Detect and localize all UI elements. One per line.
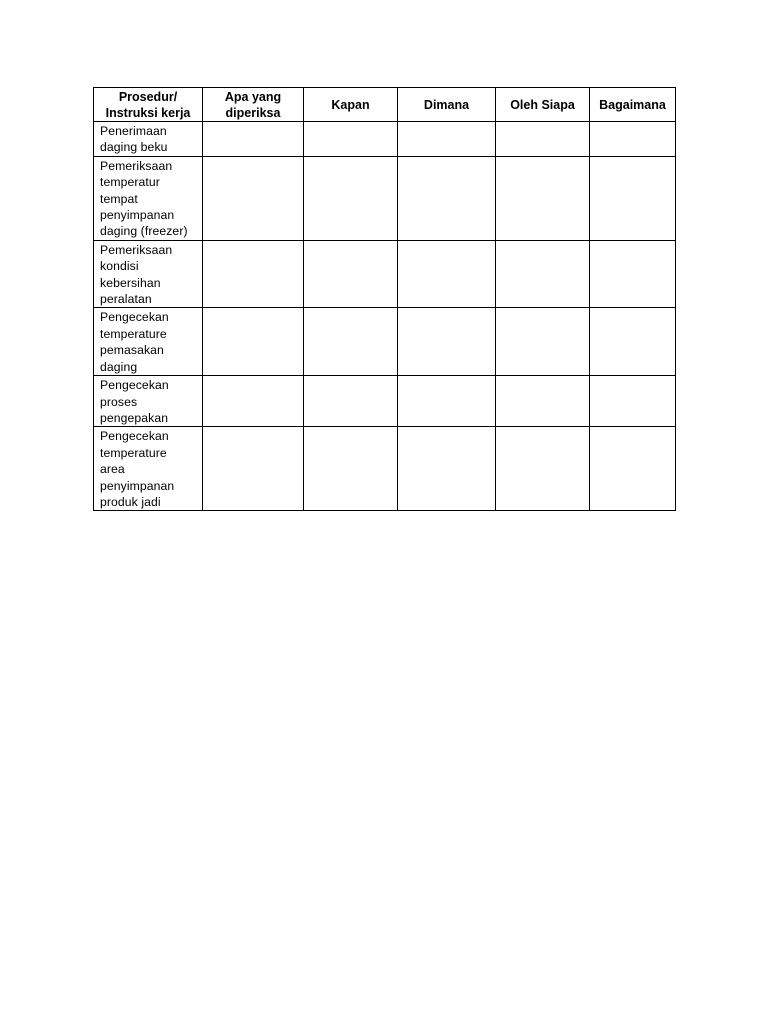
cell-oleh-siapa[interactable] <box>496 376 590 427</box>
cell-oleh-siapa[interactable] <box>496 122 590 157</box>
table-row <box>94 376 676 427</box>
cell-apa-yang-diperiksa[interactable] <box>203 308 304 376</box>
procedure-cell: Pengecekan temperature area penyimpanan produk jadi <box>94 427 203 511</box>
cell-dimana[interactable] <box>398 156 496 240</box>
header-dimana: Dimana <box>398 88 496 122</box>
cell-apa-yang-diperiksa[interactable] <box>203 156 304 240</box>
procedure-cell: Pemeriksaan temperatur tempat penyimpanan daging (freezer) <box>94 156 203 240</box>
cell-dimana[interactable] <box>398 308 496 376</box>
cell-kapan[interactable] <box>304 240 398 308</box>
header-kapan: Kapan <box>304 88 398 122</box>
cell-bagaimana[interactable] <box>590 308 676 376</box>
cell-bagaimana[interactable] <box>590 427 676 511</box>
cell-apa-yang-diperiksa[interactable] <box>203 427 304 511</box>
table-row <box>94 156 676 240</box>
procedure-cell: Pengecekan temperature pemasakan daging <box>94 308 203 376</box>
cell-oleh-siapa[interactable] <box>496 427 590 511</box>
header-prosedur: Prosedur/ Instruksi kerja <box>94 88 203 122</box>
cell-bagaimana[interactable] <box>590 376 676 427</box>
cell-oleh-siapa[interactable] <box>496 156 590 240</box>
header-oleh-siapa: Oleh Siapa <box>496 88 590 122</box>
table-row <box>94 427 676 511</box>
cell-bagaimana[interactable] <box>590 240 676 308</box>
procedure-table <box>93 87 676 511</box>
table-row <box>94 308 676 376</box>
cell-apa-yang-diperiksa[interactable] <box>203 240 304 308</box>
cell-bagaimana[interactable] <box>590 122 676 157</box>
procedure-cell: Pemeriksaan kondisi kebersihan peralatan <box>94 240 203 308</box>
table-row <box>94 122 676 157</box>
procedure-cell: Pengecekan proses pengepakan <box>94 376 203 427</box>
cell-oleh-siapa[interactable] <box>496 308 590 376</box>
cell-dimana[interactable] <box>398 122 496 157</box>
cell-kapan[interactable] <box>304 427 398 511</box>
cell-dimana[interactable] <box>398 240 496 308</box>
header-apa-yang-diperiksa: Apa yang diperiksa <box>203 88 304 122</box>
table-row <box>94 240 676 308</box>
header-bagaimana: Bagaimana <box>590 88 676 122</box>
cell-apa-yang-diperiksa[interactable] <box>203 122 304 157</box>
table-header-row <box>94 88 676 122</box>
cell-apa-yang-diperiksa[interactable] <box>203 376 304 427</box>
cell-kapan[interactable] <box>304 122 398 157</box>
cell-kapan[interactable] <box>304 376 398 427</box>
cell-oleh-siapa[interactable] <box>496 240 590 308</box>
cell-kapan[interactable] <box>304 308 398 376</box>
procedure-cell: Penerimaan daging beku <box>94 122 203 157</box>
cell-dimana[interactable] <box>398 427 496 511</box>
cell-bagaimana[interactable] <box>590 156 676 240</box>
cell-dimana[interactable] <box>398 376 496 427</box>
cell-kapan[interactable] <box>304 156 398 240</box>
